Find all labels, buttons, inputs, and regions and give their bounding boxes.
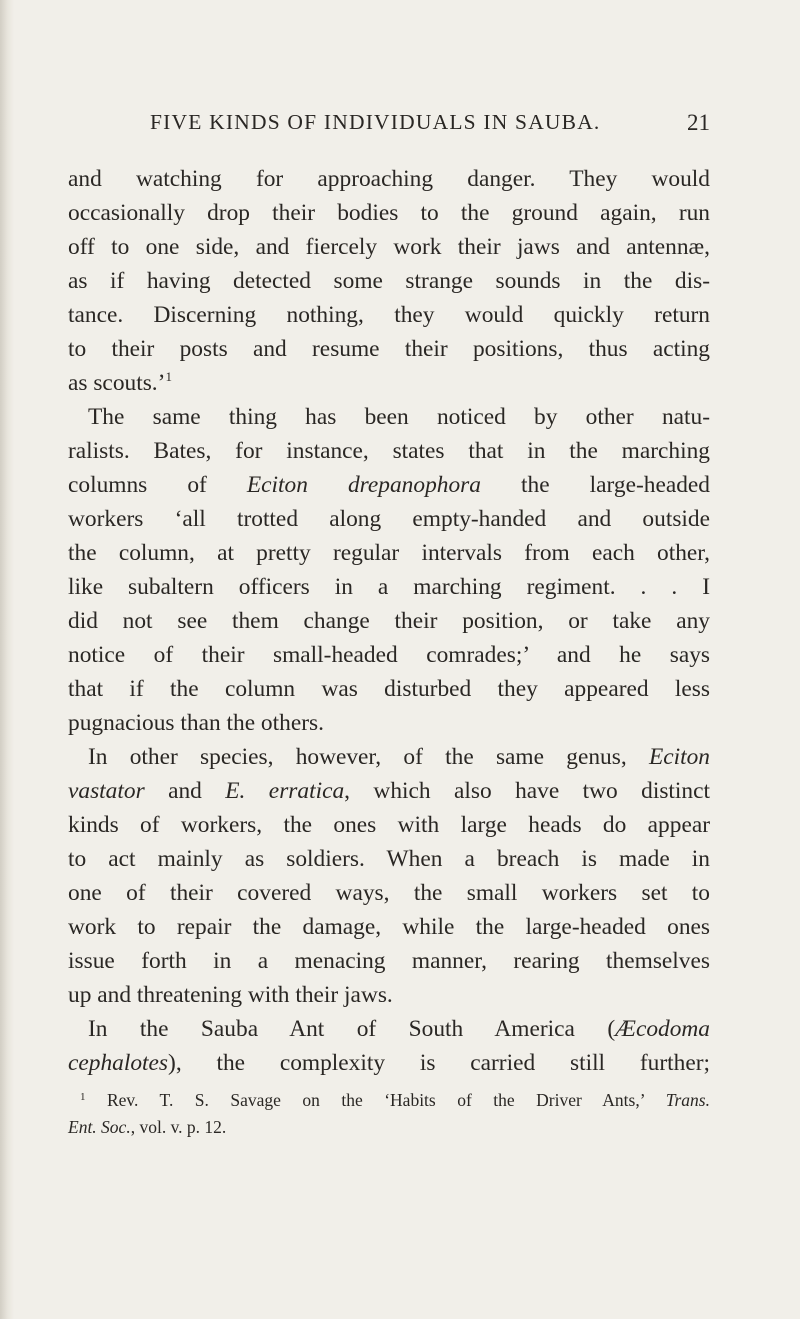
text-line — [68, 774, 710, 808]
text-line: work to repair the damage, while the large-headed ones — [68, 914, 710, 940]
text-line: that if the column was disturbed they appeared less — [68, 676, 710, 702]
italic-text: Eciton — [648, 744, 710, 770]
footnote-line — [80, 1087, 710, 1113]
text-line: off to one side, and fiercely work their jaws and antennæ, — [68, 234, 710, 260]
text-run: as scouts.’ — [68, 370, 166, 396]
text-line: the column, at pretty regular intervals from each other, — [68, 540, 710, 566]
text-line — [68, 468, 710, 502]
text-line: notice of their small-headed comrades;’ and he says — [68, 642, 710, 668]
text-line: kinds of workers, the ones with large heads do appear — [68, 812, 710, 838]
text-run: In the Sauba Ant of South America ( — [88, 1016, 616, 1042]
italic-text: Æcodoma — [615, 1016, 710, 1042]
text-run: ), the complexity is carried still further; — [168, 1050, 710, 1076]
text-run: the large-headed — [480, 472, 710, 498]
text-line: tance. Discerning nothing, they would quickly return — [68, 302, 710, 328]
text-line: pugnacious than the others. — [68, 710, 324, 736]
text-line — [68, 366, 710, 400]
text-line — [88, 1012, 710, 1046]
text-line: to act mainly as soldiers. When a breach is made in — [68, 846, 710, 872]
italic-text: vastator — [68, 778, 145, 804]
running-head — [150, 110, 710, 140]
text-run: and — [144, 778, 226, 804]
italic-text: Trans. — [665, 1090, 710, 1110]
footnote-marker: 1 — [80, 1091, 86, 1103]
text-line: did not see them change their position, or take any — [68, 608, 710, 634]
italic-text: Eciton drepanophora — [246, 472, 481, 498]
text-line: occasionally drop their bodies to the ground again, run — [68, 200, 710, 226]
footnote-line — [68, 1114, 710, 1140]
running-head-title: FIVE KINDS OF INDIVIDUALS IN SAUBA. — [150, 110, 601, 134]
text-run: Rev. T. S. Savage on the ‘Habits of the Driver Ants,’ — [85, 1090, 666, 1110]
text-line: to their posts and resume their positions, thus acting — [68, 336, 710, 362]
italic-text: Ent. Soc. — [68, 1117, 131, 1137]
text-run: , vol. v. p. 12. — [130, 1117, 227, 1137]
text-line: ralists. Bates, for instance, states that in the marching — [68, 438, 710, 464]
text-line: issue forth in a menacing manner, rearing themselves — [68, 948, 710, 974]
text-run: columns of — [68, 472, 247, 498]
text-line: one of their covered ways, the small workers set to — [68, 880, 710, 906]
text-line: and watching for approaching danger. They would — [68, 166, 710, 192]
footnote-reference: 1 — [165, 369, 172, 384]
page-number: 21 — [687, 110, 710, 135]
text-line: as if having detected some strange sounds in the dis- — [68, 268, 710, 294]
italic-text: cephalotes — [68, 1050, 169, 1076]
text-run: In other species, however, of the same genus, — [88, 744, 649, 770]
text-line — [88, 740, 710, 774]
text-line: like subaltern officers in a marching regiment. . . I — [68, 574, 710, 600]
text-line: The same thing has been noticed by other natu- — [88, 404, 710, 430]
binding-shadow — [0, 0, 14, 1319]
italic-text: E. erratica — [225, 778, 345, 804]
text-run: , which also have two distinct — [344, 778, 711, 804]
text-line: up and threatening with their jaws. — [68, 982, 393, 1008]
text-line: workers ‘all trotted along empty-handed and outside — [68, 506, 710, 532]
text-line — [68, 1046, 710, 1080]
